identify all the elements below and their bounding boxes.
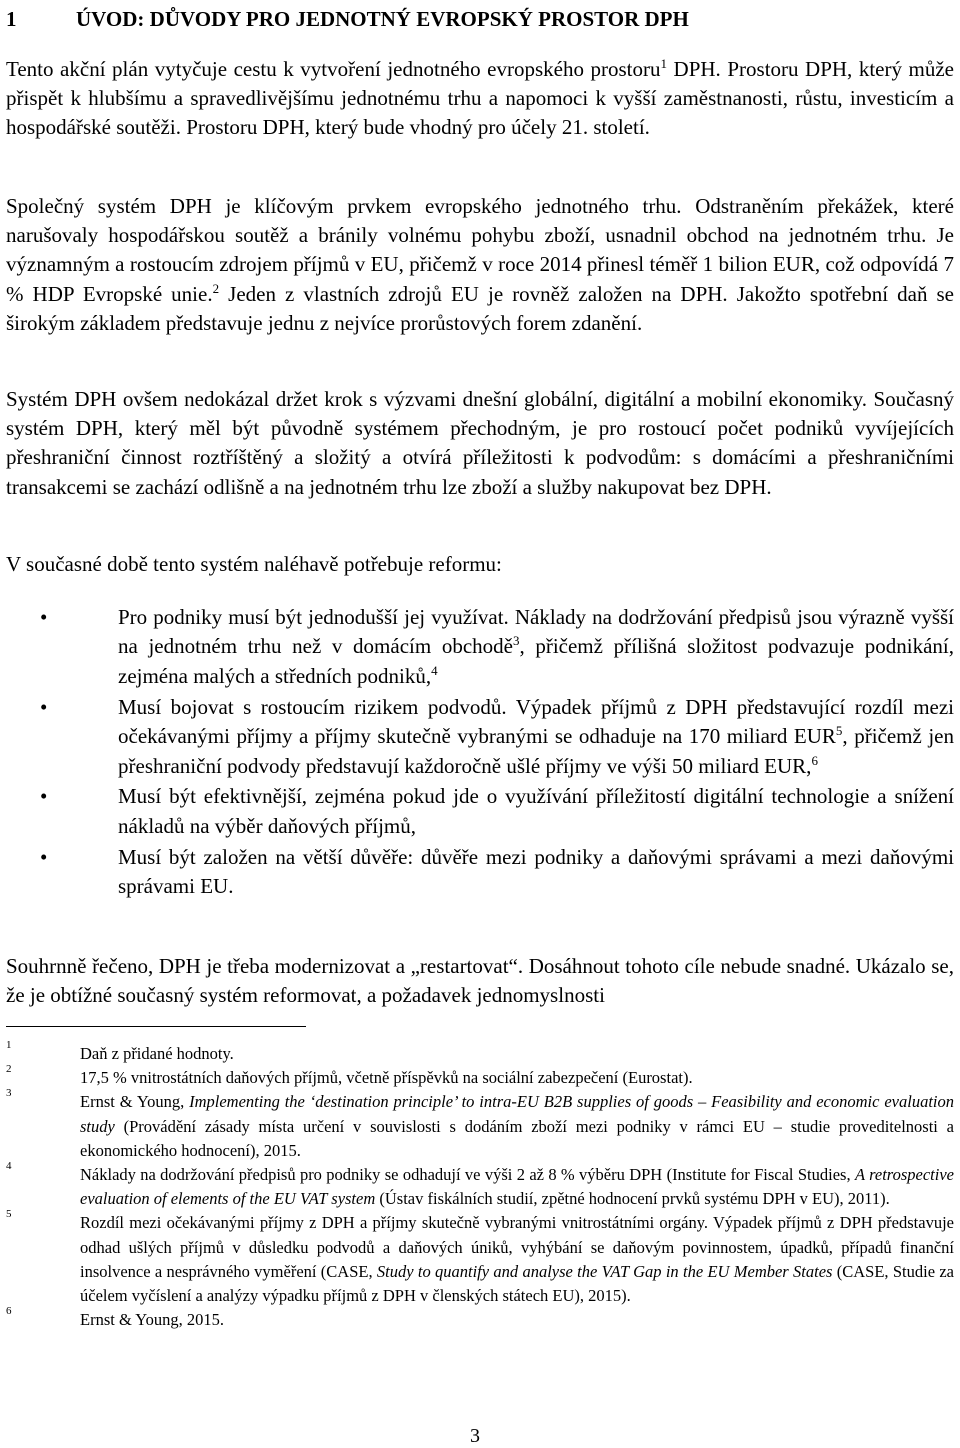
list-item	[0, 782, 960, 841]
bullet-icon: •	[40, 784, 48, 809]
footnote-ref[interactable]: 4	[431, 662, 438, 678]
footnote-separator	[6, 1026, 306, 1027]
section-number: 1	[6, 7, 17, 31]
list-item	[0, 843, 960, 902]
paragraph-text: DPH. Prostoru DPH, který může přispět k hlubšímu a spravedlivějšímu jednotnému trhu a napomoci k vyšší zaměstnanosti, růstu, investicím a hospodářské soutěži. Prostoru DPH, který bude vhodný pro účely 21. století.	[6, 57, 955, 140]
list-item-text: Pro podniky musí být jednodušší jej využívat. Náklady na dodržování předpisů jsou výrazně vyšší na jednotném trhu než v domácím obchodě	[118, 605, 954, 659]
bullet-icon: •	[40, 844, 48, 869]
footnote-5	[0, 1208, 960, 1308]
paragraph-text: Tento akční plán vytyčuje cestu k vytvoření jednotného evropského prostoru	[6, 57, 661, 81]
footnote-number: 6	[6, 1305, 12, 1318]
list-item-text: , přičemž jen přeshraniční podvody představují každoročně ušlé příjmy ve výši 50 miliard EUR,	[118, 724, 954, 778]
footnote-text: Rozdíl mezi očekávanými příjmy z DPH a příjmy skutečně vybranými vnitrostátními orgány. Výpadek příjmů z DPH představuje odhad ušlých příjmů v důsledku podvodů a daňových úniků, vyhýbání se daňovým povinnostem, úpadků, případů finanční insolvence a nesprávného vyměření (CASE,	[80, 1213, 954, 1281]
list-item	[0, 693, 960, 781]
footnote-text: Daň z přidané hodnoty.	[80, 1044, 234, 1063]
footnote-ref[interactable]: 5	[835, 723, 843, 739]
footnote-text: Náklady na dodržování předpisů pro podniky se odhadují ve výši 2 až 8 % výběru DPH (Institute for Fiscal Studies,	[80, 1165, 855, 1185]
footnote-text: (Provádění zásady místa určení v souvislosti s dodáním zboží mezi podniky v rámci EU – studie proveditelnosti a ekonomického hodnocení), 2015.	[80, 1116, 954, 1160]
footnote-ref[interactable]: 6	[811, 752, 818, 768]
footnote-ref[interactable]: 2	[212, 280, 220, 296]
footnote-text: 17,5 % vnitrostátních daňových příjmů, včetně příspěvků na sociální zabezpečení (Eurostat).	[80, 1068, 693, 1088]
list-item	[0, 603, 960, 691]
paragraph-reform-intro: V současné době tento systém naléhavě potřebuje reformu:	[6, 552, 502, 576]
footnote-1	[0, 1039, 960, 1066]
paragraph-vat-system	[6, 192, 954, 338]
footnote-text: Ernst & Young, 2015.	[80, 1310, 224, 1330]
footnote-text: (CASE, Studie za účelem vyčíslení a analýzy výpadku příjmů z DPH v členských státech EU), 2015).	[80, 1261, 954, 1306]
footnote-text: (Ústav fiskálních studií, zpětné hodnocení prvků systému DPH v EU), 2011).	[375, 1189, 890, 1209]
page-number: 3	[470, 1425, 480, 1447]
list-item-text: Musí být efektivnější, zejména pokud jde o využívání příležitostí digitální technologie a snížení nákladů na výběr daňových příjmů,	[118, 784, 954, 838]
list-item-text: , přičemž přílišná složitost podvazuje podnikání, zejména malých a středních podniků,	[118, 634, 954, 688]
footnote-ref[interactable]: 3	[512, 633, 520, 649]
bullet-icon: •	[40, 694, 48, 719]
footnote-title: A retrospective evaluation of elements of the EU VAT system	[80, 1165, 954, 1209]
footnote-title: Study to quantify and analyse the VAT Gap in the EU Member States	[376, 1261, 833, 1281]
footnote-ref[interactable]: 1	[660, 56, 668, 71]
footnote-number: 3	[6, 1087, 12, 1100]
footnotes	[0, 1039, 960, 1332]
paragraph-challenges: Systém DPH ovšem nedokázal držet krok s výzvami dnešní globální, digitální a mobilní ekonomiky. Současný systém DPH, který měl být původně systémem přechodným, je pro rostoucí počet podniků vyvíjejících přeshraniční činnost roztříštěný a složitý a otvírá příležitosti k podvodům: s domácími a přeshraničními transakcemi se zachází odlišně a na jednotném trhu lze zboží a služby nakupovat bez DPH.	[6, 387, 954, 499]
footnote-number: 1	[6, 1039, 12, 1051]
footnote-2	[0, 1063, 960, 1090]
footnote-number: 5	[6, 1208, 12, 1221]
paragraph-summary: Souhrnně řečeno, DPH je třeba modernizovat a „restartovat“. Dosáhnout tohoto cíle nebude snadné. Ukázalo se, že je obtížné současný systém reformovat, a požadavek jednomyslnosti	[6, 954, 954, 1008]
footnote-4	[0, 1160, 960, 1211]
paragraph-text: Jeden z vlastních zdrojů EU je rovněž založen na DPH. Jakožto spotřební daň se širokým základem představuje jednu z nejvíce prorůstových forem zdanění.	[6, 281, 954, 335]
footnote-number: 4	[6, 1160, 12, 1173]
bullet-icon: •	[40, 605, 48, 629]
footnote-6	[0, 1305, 960, 1332]
paragraph-intro	[6, 55, 954, 143]
list-item-text: Musí bojovat s rostoucím rizikem podvodů. Výpadek příjmů z DPH představující rozdíl mezi očekávanými příjmy a příjmy skutečně vybranými se odhaduje na 170 miliard EUR	[118, 694, 954, 749]
section-title: ÚVOD: DŮVODY PRO JEDNOTNÝ EVROPSKÝ PROSTOR DPH	[76, 7, 689, 31]
paragraph-text: Společný systém DPH je klíčovým prvkem evropského jednotného trhu. Odstraněním překážek, které narušovaly hospodářskou soutěž a bránily volnému pohybu zboží, usnadnil obchod na jednotném trhu. Je významným a rostoucím zdrojem příjmů v EU, přičemž v roce 2014 přinesl téměř 1 bilion EUR, což odpovídá 7 % HDP Evropské unie.	[6, 194, 954, 306]
footnote-number: 2	[6, 1063, 12, 1076]
footnote-3	[0, 1087, 960, 1163]
list-item-text: Musí být založen na větší důvěře: důvěře mezi podniky a daňovými správami a mezi daňovými správami EU.	[118, 844, 954, 899]
section-heading	[6, 6, 689, 32]
footnote-text: Ernst & Young,	[80, 1092, 190, 1112]
reform-list	[0, 603, 960, 903]
footnote-title: Implementing the ‘destination principle’ to intra-EU B2B supplies of goods – Feasibility and economic evaluation study	[80, 1092, 954, 1136]
